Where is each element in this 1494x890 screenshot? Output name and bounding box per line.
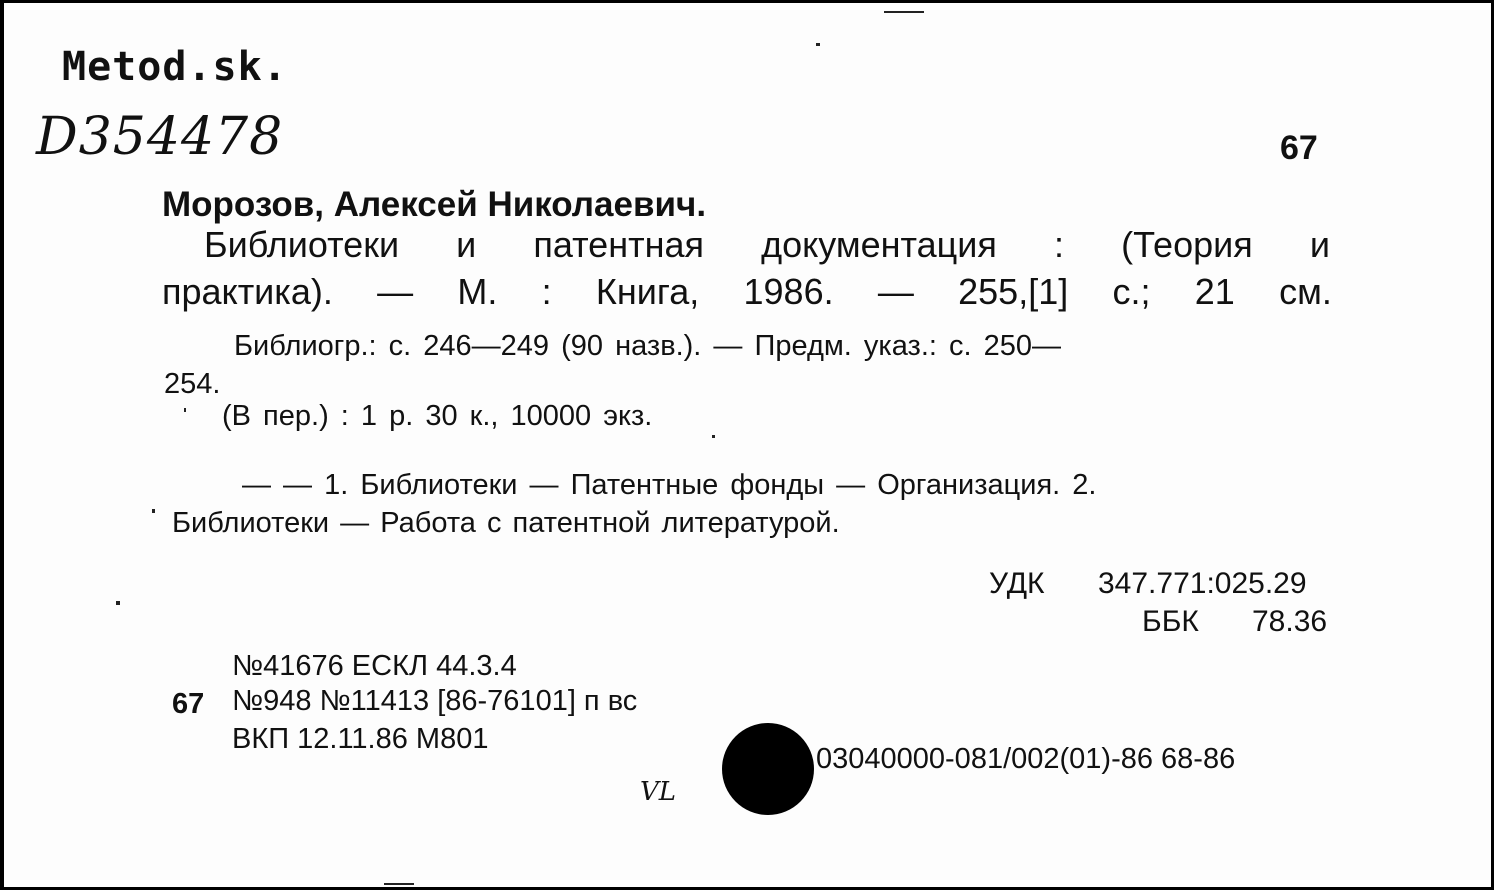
title-word: см. <box>1279 271 1332 312</box>
title-word: 255,[1] <box>958 271 1069 312</box>
bibliography-note-cont: 254. <box>164 368 221 400</box>
title-word: 1986. <box>743 271 834 312</box>
udk-label: УДК <box>989 567 1045 600</box>
price-note: (В пер.) : 1 р. 30 к., 10000 экз. <box>222 400 653 432</box>
record-line-3: ВКП 12.11.86 М801 <box>232 723 489 755</box>
title-word: (Теория <box>1121 224 1253 265</box>
title-word: — <box>877 271 914 312</box>
title-word: М. <box>457 271 498 312</box>
stamp: Metod.sk. <box>62 44 288 90</box>
subject-headings-cont: Библиотеки — Работа с патентной литературой. <box>172 507 840 539</box>
title-line-1 <box>204 224 1330 265</box>
udk-value: 347.771:025.29 <box>1098 567 1307 600</box>
class-number-bottom: 67 <box>172 688 205 720</box>
handwritten-initials: VL <box>640 777 677 807</box>
title-word: — <box>377 271 414 312</box>
scan-speck <box>712 435 715 438</box>
class-number-top: 67 <box>1280 129 1318 167</box>
inventory-number: D354478 <box>36 107 284 167</box>
scan-speck <box>184 408 186 412</box>
subject-headings: — — 1. Библиотеки — Патентные фонды — Организация. 2. <box>242 469 1097 501</box>
scan-speck <box>816 43 820 46</box>
title-word: 21 <box>1194 271 1235 312</box>
author-heading: Морозов, Алексей Николаевич. <box>162 185 707 224</box>
scan-speck <box>884 11 924 13</box>
scan-speck <box>152 509 155 513</box>
title-line-2 <box>162 271 1332 312</box>
title-word: и <box>1309 224 1330 265</box>
title-word: патентная <box>533 224 704 265</box>
title-word: Книга, <box>595 271 700 312</box>
title-word: документация <box>761 224 997 265</box>
bibliography-note: Библиогр.: с. 246—249 (90 назв.). — Предм. указ.: с. 250— <box>234 330 1062 362</box>
title-word: с.; <box>1112 271 1151 312</box>
title-word: Библиотеки <box>204 224 400 265</box>
scan-speck <box>116 601 120 605</box>
catalog-code: 03040000-081/002(01)-86 68-86 <box>816 743 1236 775</box>
bbk-value: 78.36 <box>1252 605 1328 638</box>
punch-hole <box>722 723 814 815</box>
title-word: и <box>456 224 477 265</box>
bbk-label: ББК <box>1142 605 1199 638</box>
record-line-2: №948 №11413 [86-76101] п вс <box>232 685 638 717</box>
title-word: : <box>541 271 552 312</box>
scan-speck <box>384 883 414 885</box>
record-line-1: №41676 ЕСКЛ 44.3.4 <box>232 650 517 682</box>
title-word: практика). <box>162 271 333 312</box>
title-word: : <box>1053 224 1064 265</box>
